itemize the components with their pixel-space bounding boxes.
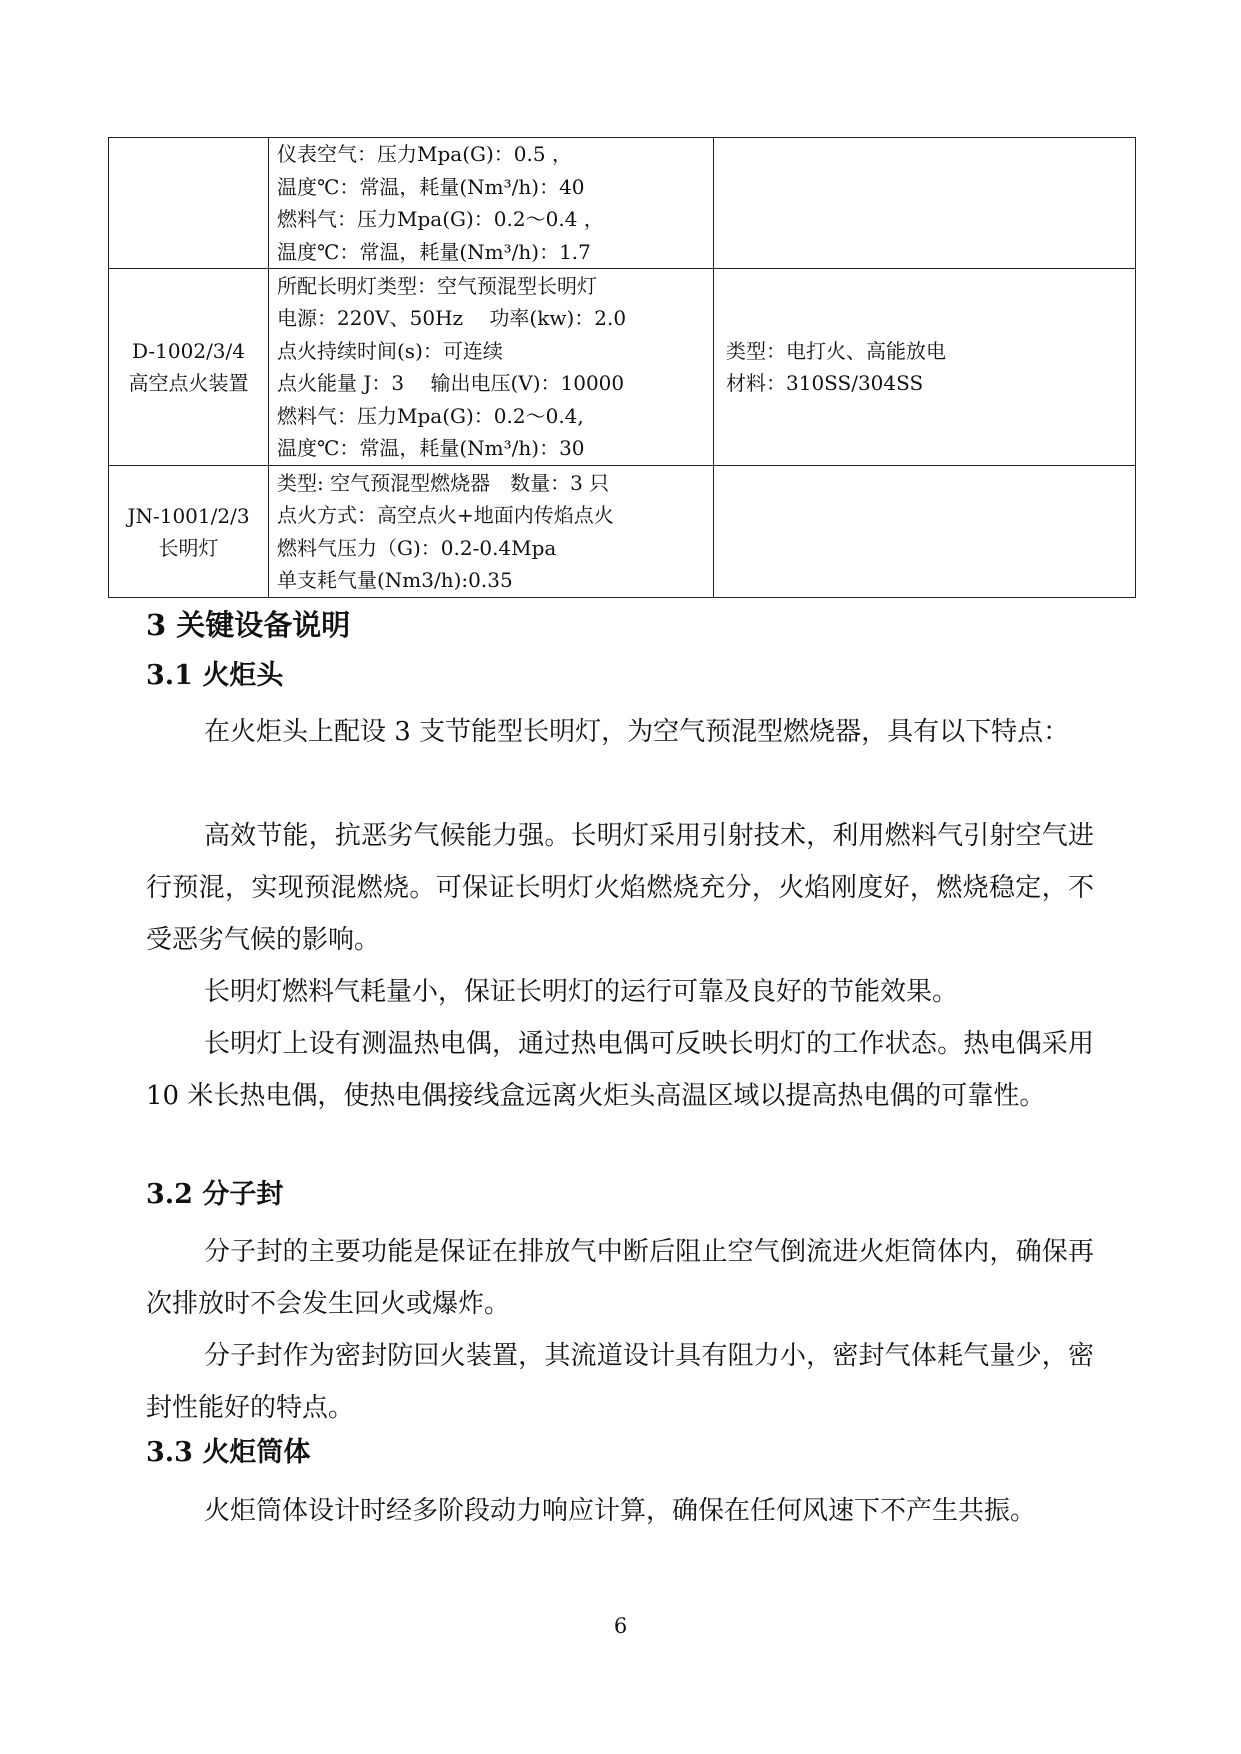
table-row <box>109 138 1136 269</box>
param-line: 燃料气：压力Mpa(G)：0.2～0.4 ， <box>277 207 604 231</box>
param-line: 单支耗气量(Nm3/h):0.35 <box>277 568 513 592</box>
paragraph: 高效节能，抗恶劣气候能力强。长明灯采用引射技术，利用燃料气引射空气进行预混，实现预混燃烧。可保证长明灯火焰燃烧充分，火焰刚度好，燃烧稳定，不受恶劣气候的影响。 <box>146 821 1094 955</box>
equipment-name-cell <box>109 466 269 598</box>
paragraph: 分子封的主要功能是保证在排放气中断后阻止空气倒流进火炬筒体内，确保再次排放时不会发生回火或爆炸。 <box>146 1237 1094 1319</box>
equipment-name-cell <box>109 138 269 269</box>
param-line: 燃料气：压力Mpa(G)：0.2～0.4, <box>277 403 584 428</box>
note-line: 材料：310SS/304SS <box>726 371 924 395</box>
params-cell <box>269 269 714 466</box>
param-line: 点火能量 J：3 输出电压(V)：10000 <box>277 371 625 395</box>
param-line: 所配长明灯类型：空气预混型长明灯 <box>277 273 597 298</box>
note-line: 类型：电打火、高能放电 <box>726 338 946 363</box>
paragraph: 在火炬头上配设 3 支节能型长明灯，为空气预混型燃烧器，具有以下特点： <box>204 717 1070 747</box>
param-line: 仪表空气：压力Mpa(G)：0.5 ， <box>277 142 572 166</box>
param-line: 电源：220V、50Hz 功率(kw)：2.0 <box>277 306 627 330</box>
params-cell <box>269 138 714 269</box>
equipment-code: JN-1001/2/3 <box>127 503 250 528</box>
param-line: 点火持续时间(s)：可连续 <box>277 338 503 363</box>
equipment-code: D-1002/3/4 <box>132 339 245 363</box>
page-number: 6 <box>613 1614 628 1638</box>
equipment-name: 高空点火装置 <box>128 371 249 395</box>
section-3-2-heading: 3.2 分子封 <box>146 1179 284 1210</box>
param-line: 燃料气压力（G)：0.2-0.4Mpa <box>277 535 557 560</box>
spec-table <box>108 137 1136 598</box>
param-line: 温度℃：常温，耗量(Nm³/h)：1.7 <box>277 239 591 264</box>
notes-cell <box>714 138 1136 269</box>
section-3-heading: 3 关键设备说明 <box>146 608 351 642</box>
section-3-1-heading: 3.1 火炬头 <box>146 660 284 691</box>
table-row <box>109 269 1136 466</box>
equipment-name-cell <box>109 269 269 466</box>
notes-cell <box>714 269 1136 466</box>
param-line: 温度℃：常温，耗量(Nm³/h)：40 <box>277 174 585 199</box>
paragraph: 分子封作为密封防回火装置，其流道设计具有阻力小，密封气体耗气量少，密封性能好的特点。 <box>146 1341 1094 1423</box>
param-line: 点火方式：高空点火+地面内传焰点火 <box>277 503 614 527</box>
equipment-name: 长明灯 <box>158 535 219 560</box>
paragraph: 长明灯燃料气耗量小，保证长明灯的运行可靠及良好的节能效果。 <box>204 977 959 1007</box>
paragraph: 长明灯上设有测温热电偶，通过热电偶可反映长明灯的工作状态。热电偶采用 10 米长热电偶，使热电偶接线盒远离火炬头高温区域以提高热电偶的可靠性。 <box>146 1029 1094 1111</box>
paragraph: 火炬筒体设计时经多阶段动力响应计算，确保在任何风速下不产生共振。 <box>204 1496 1037 1526</box>
param-line: 类型: 空气预混型燃烧器 数量：3 只 <box>277 470 610 495</box>
notes-cell <box>714 466 1136 598</box>
section-3-3-heading: 3.3 火炬筒体 <box>146 1437 311 1468</box>
table-row <box>109 466 1136 598</box>
params-cell <box>269 466 714 598</box>
param-line: 温度℃：常温，耗量(Nm³/h)：30 <box>277 436 585 460</box>
